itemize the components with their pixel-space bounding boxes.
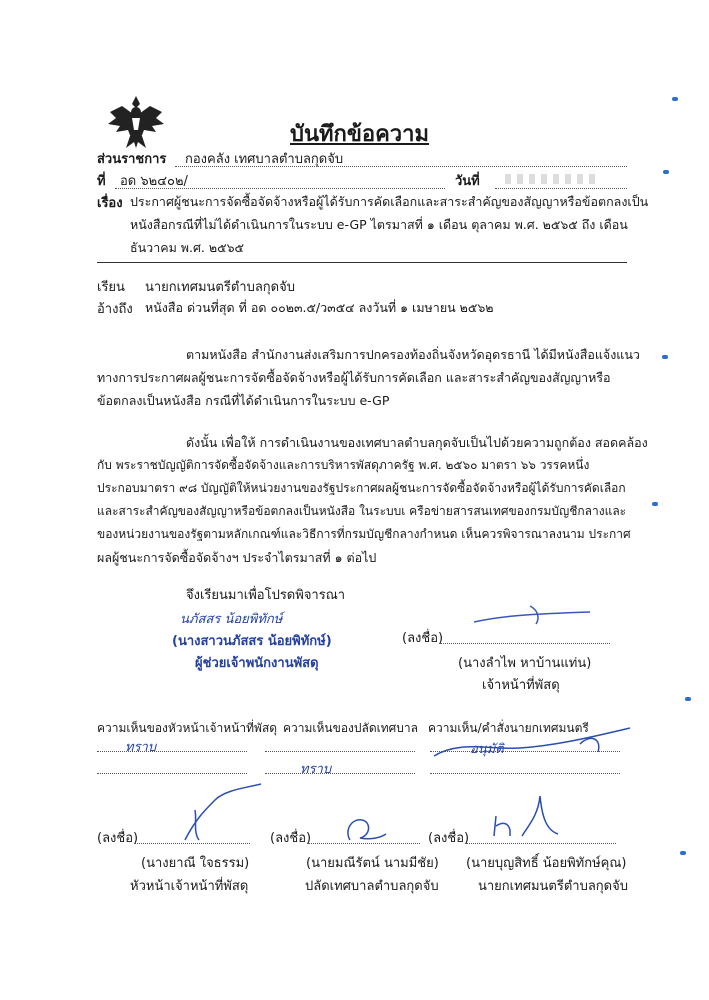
head-sign-label: (ลงชื่อ) (97, 831, 139, 846)
ref-value: หนังสือ ด่วนที่สุด ที่ อด ๐๐๒๓.๕/ว๓๕๔ ลงวันที่ ๑ เมษายน ๒๕๖๒ (145, 300, 494, 315)
para2-line-1: ดังนั้น เพื่อให้ การดำเนินงานของเทศบาลตำบลกุดจับเป็นไปด้วยความถูกต้อง สอดคล้อง (186, 435, 648, 450)
approver-2-name: (นายมณีรัตน์ นามมีชัย) (306, 856, 439, 871)
dept-line (175, 166, 627, 167)
mayor-opinion-note: อนุมัติ (470, 742, 504, 757)
date-line (495, 188, 627, 189)
mayor-sign-label: (ลงชื่อ) (428, 831, 470, 846)
para1-line-1: ตามหนังสือ สำนักงานส่งเสริมการปกครองท้องถิ่นจังหวัดอุดรธานี ได้มีหนังสือแจ้งแนว (186, 347, 640, 362)
closing-text: จึงเรียนมาเพื่อโปรดพิจารณา (186, 588, 346, 603)
head-opinion-line-2 (97, 773, 247, 774)
subject-line-2: หนังสือกรณีที่ไม่ได้ดำเนินการในระบบ e-GP ไตรมาสที่ ๑ เดือน ตุลาคม พ.ศ. ๒๕๖๕ ถึง เดือน (130, 217, 628, 232)
deputy-opinion-line-1 (265, 751, 415, 752)
para1-line-2: ทางการประกาศผลผู้ชนะการจัดซื้อจัดจ้างหรือผู้ได้รับการคัดเลือก และสาระสำคัญของสัญญาหรือ (97, 370, 611, 385)
mayor-signature-mark (488, 786, 568, 844)
asst-position: ผู้ช่วยเจ้าพนักงานพัสดุ (195, 656, 319, 671)
mayor-opinion-label: ความเห็น/คำสั่งนายกเทศมนตรี (428, 721, 589, 735)
pen-mark (672, 97, 678, 101)
mayor-opinion-line-2 (430, 773, 620, 774)
approver-3-position: นายกเทศมนตรีตำบลกุดจับ (478, 879, 628, 894)
subject-label: เรื่อง (97, 196, 123, 211)
officer-signature-mark (470, 600, 600, 630)
no-line (115, 188, 445, 189)
dept-label: ส่วนราชการ (97, 152, 167, 167)
pen-mark (680, 851, 686, 855)
pen-mark (652, 502, 658, 506)
para2-line-4: และสาระสำคัญของสัญญาหรือข้อตกลงเป็นหนังสือ ในระบบเ ครือข่ายสารสนเทศของกรมบัญชีกลางและ (97, 504, 627, 518)
dept-value: กองคลัง เทศบาลตำบลกุดจับ (185, 152, 344, 167)
mayor-opinion-mark (430, 720, 640, 770)
approver-1-name: (นางยาณี ใจธรรม) (141, 856, 250, 871)
date-label: วันที่ (455, 174, 480, 189)
pen-mark (662, 355, 668, 359)
deputy-opinion-note: ทราบ (300, 762, 332, 777)
date-stamp (505, 174, 595, 184)
officer-sign-line (440, 643, 610, 644)
garuda-emblem-icon (106, 92, 166, 150)
deputy-opinion-line-2 (265, 773, 415, 774)
pen-mark (685, 697, 691, 701)
deputy-signature-mark (340, 812, 390, 846)
para2-line-6: ผลผู้ชนะการจัดซื้อจัดจ้างฯ ประจำไตรมาสที่ ๑ ต่อไป (97, 550, 377, 565)
subject-line-3: ธันวาคม พ.ศ. ๒๕๖๕ (130, 240, 244, 255)
head-opinion-line-1 (97, 751, 247, 752)
subject-line-1: ประกาศผู้ชนะการจัดซื้อจัดจ้างหรือผู้ได้รับการคัดเลือกและสาระสำคัญของสัญญาหรือข้อตกลงเป็น (130, 194, 649, 209)
memo-title: บันทึกข้อความ (290, 122, 430, 147)
para2-line-2: กับ พระราชบัญญัติการจัดซื้อจัดจ้างและการบริหารพัสดุภาครัฐ พ.ศ. ๒๕๖๐ มาตรา ๖๖ วรรคหนึ่ง (97, 458, 590, 472)
head-opinion-label: ความเห็นของหัวหน้าเจ้าหน้าที่พัสดุ (97, 721, 278, 735)
no-label: ที่ (97, 174, 106, 189)
para1-line-3: ข้อตกลงเป็นหนังสือ กรณีที่ได้ดำเนินการในระบบ e-GP (97, 393, 390, 408)
officer-position: เจ้าหน้าที่พัสดุ (482, 678, 560, 693)
header-divider (97, 262, 627, 263)
asst-name: (นางสาวนภัสสร น้อยพิทักษ์) (172, 634, 332, 649)
asst-handwriting: นภัสสร น้อยพิทักษ์ (180, 612, 283, 627)
officer-sign-label: (ลงชื่อ) (402, 631, 444, 646)
to-label: เรียน (97, 280, 125, 295)
para2-line-5: ของหน่วยงานของรัฐตามหลักเกณฑ์และวิธีการที่กรมบัญชีกลางกำหนด เห็นควรพิจารณาลงนาม ประกาศ (97, 527, 631, 541)
ref-label: อ้างถึง (97, 302, 133, 317)
para2-line-3: ประกอบมาตรา ๙๘ บัญญัติให้หน่วยงานของรัฐประกาศผลผู้ชนะการจัดซื้อจัดจ้างหรือผู้ได้รับการคัดเลือก (97, 481, 626, 495)
deputy-sign-label: (ลงชื่อ) (270, 831, 312, 846)
deputy-opinion-label: ความเห็นของปลัดเทศบาล (283, 721, 418, 735)
head-signature-mark (175, 780, 265, 850)
officer-name: (นางลำไพ หาบ้านแท่น) (458, 656, 592, 671)
approver-1-position: หัวหน้าเจ้าหน้าที่พัสดุ (130, 879, 249, 894)
approver-3-name: (นายบุญสิทธิ์ น้อยพิทักษ์คุณ) (466, 856, 627, 871)
no-value: อด ๖๒๔๐๒/ (120, 174, 188, 189)
pen-mark (663, 170, 669, 174)
head-opinion-note: ทราบ (125, 740, 157, 755)
approver-2-position: ปลัดเทศบาลตำบลกุดจับ (305, 879, 439, 894)
to-value: นายกเทศมนตรีตำบลกุดจับ (145, 280, 295, 295)
